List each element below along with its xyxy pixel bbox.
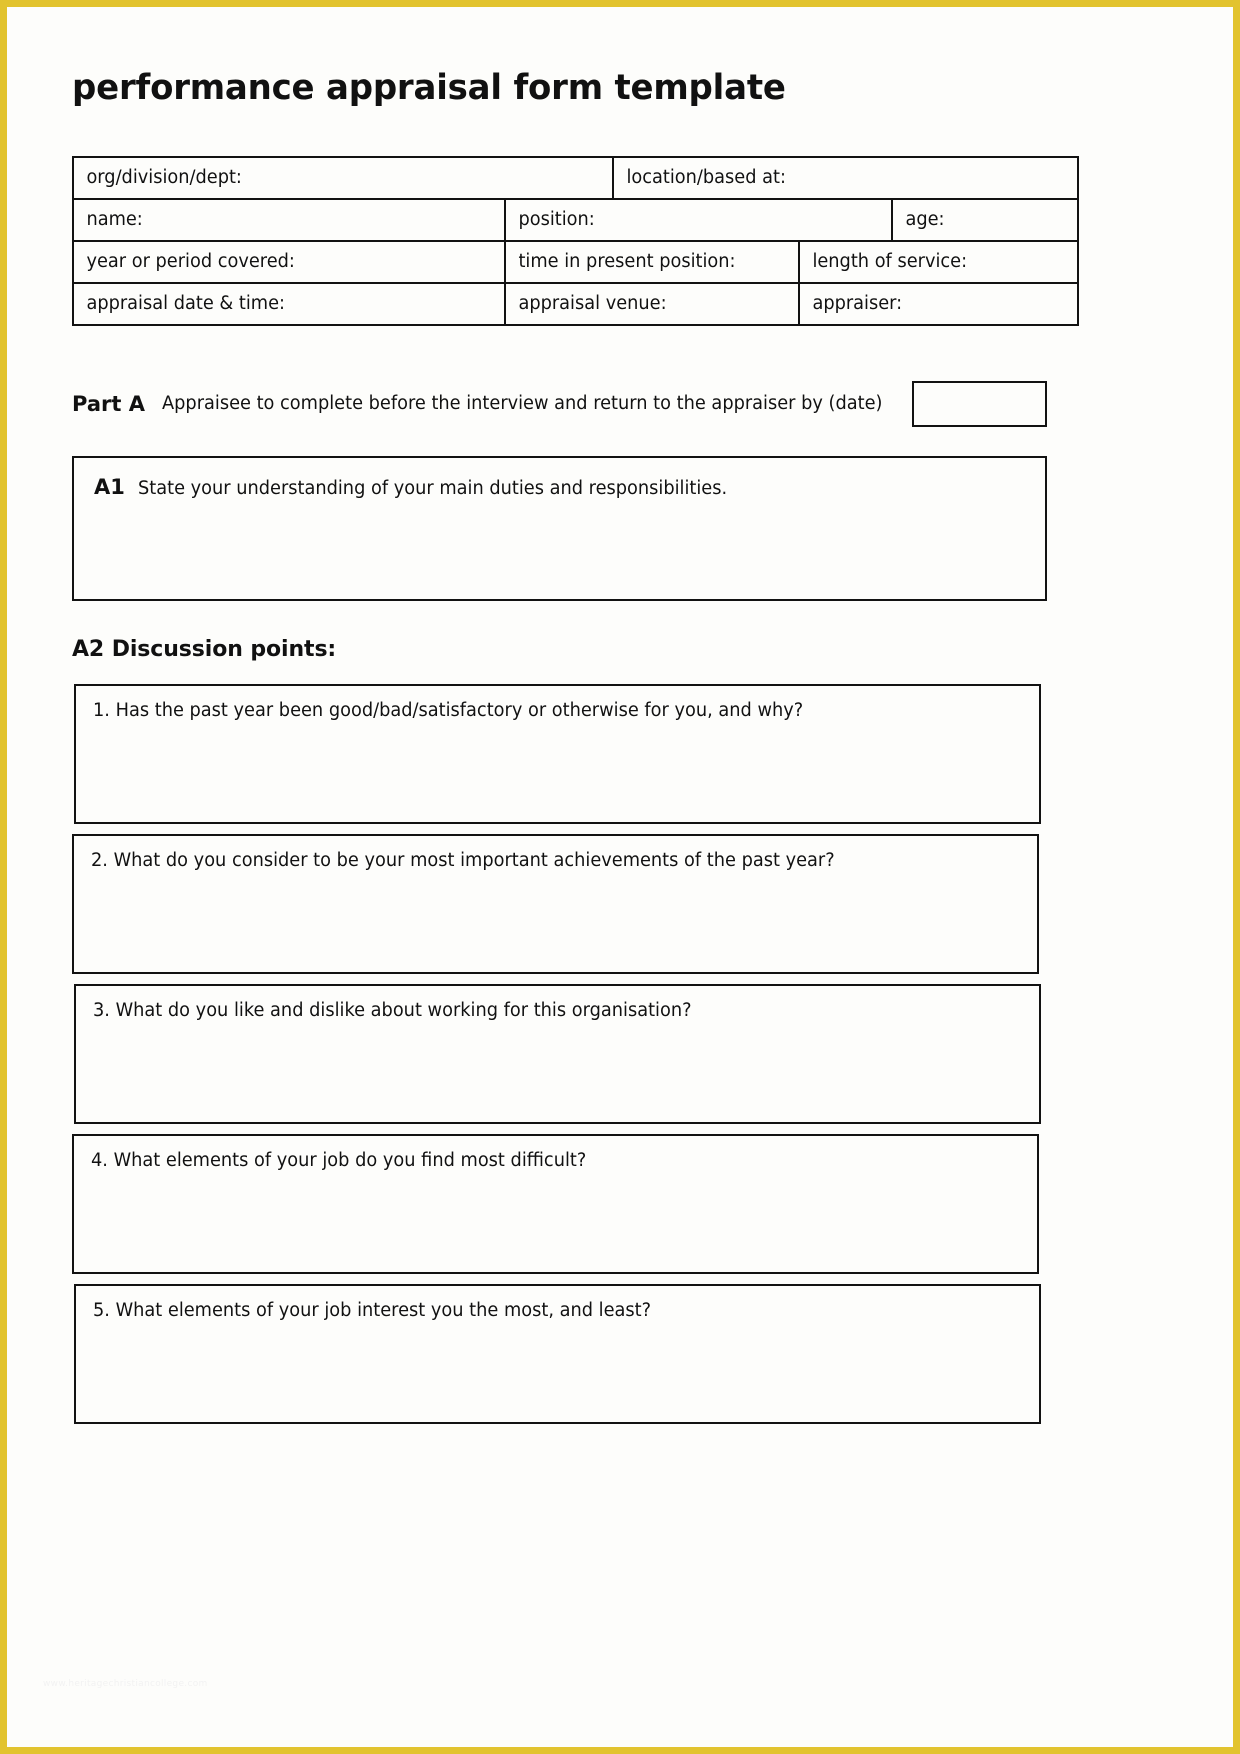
a1-prompt-line	[94, 475, 1045, 499]
field-appraisal-venue[interactable]: appraisal venue:	[505, 283, 787, 325]
field-org-division-dept[interactable]: org/division/dept:	[73, 157, 591, 199]
a2-question-text-3: 3. What do you like and dislike about working for this organisation?	[93, 999, 692, 1021]
part-a-label: Part A	[72, 391, 145, 416]
field-year-or-period-covered[interactable]: year or period covered:	[73, 241, 488, 283]
field-appraiser[interactable]: appraiser:	[799, 283, 1067, 325]
field-location-based-at[interactable]: location/based at:	[613, 157, 1059, 199]
employee-info-table	[72, 156, 1079, 326]
field-appraisal-date-time[interactable]: appraisal date & time:	[73, 283, 488, 325]
a1-label: A1	[94, 474, 125, 499]
field-time-in-present-position[interactable]: time in present position:	[505, 241, 787, 283]
field-age[interactable]: age:	[892, 199, 1071, 241]
a2-question-box-1[interactable]	[74, 684, 1041, 824]
page-title: performance appraisal form template	[72, 68, 786, 108]
table-row	[73, 241, 1078, 283]
page-watermark: www.heritagechristiancollege.com	[43, 1679, 208, 1689]
a2-question-text-1: 1. Has the past year been good/bad/satisfactory or otherwise for you, and why?	[93, 699, 804, 721]
part-a-return-date-input[interactable]	[912, 381, 1047, 427]
table-row	[73, 199, 1078, 241]
a1-answer-box[interactable]	[72, 456, 1047, 601]
form-content	[72, 69, 1047, 1434]
a2-question-text-4: 4. What elements of your job do you find most difficult?	[91, 1149, 587, 1171]
a2-question-box-2[interactable]	[72, 834, 1039, 974]
a2-question-text-2: 2. What do you consider to be your most important achievements of the past year?	[91, 849, 835, 871]
page-sheet	[7, 7, 1233, 1747]
field-length-of-service[interactable]: length of service:	[799, 241, 1067, 283]
part-a-row	[72, 382, 1047, 426]
a1-prompt: State your understanding of your main duties and responsibilities.	[137, 477, 728, 499]
table-row	[73, 283, 1078, 325]
table-row	[73, 157, 1078, 199]
a2-question-box-4[interactable]	[72, 1134, 1039, 1274]
a2-heading: A2 Discussion points:	[72, 636, 337, 662]
field-name[interactable]: name:	[73, 199, 488, 241]
field-position[interactable]: position:	[505, 199, 877, 241]
a2-question-text-5: 5. What elements of your job interest you the most, and least?	[93, 1299, 652, 1321]
a2-question-box-5[interactable]	[74, 1284, 1041, 1424]
a2-question-box-3[interactable]	[74, 984, 1041, 1124]
part-a-instruction: Appraisee to complete before the interview and return to the appraiser by (date)	[161, 393, 883, 414]
